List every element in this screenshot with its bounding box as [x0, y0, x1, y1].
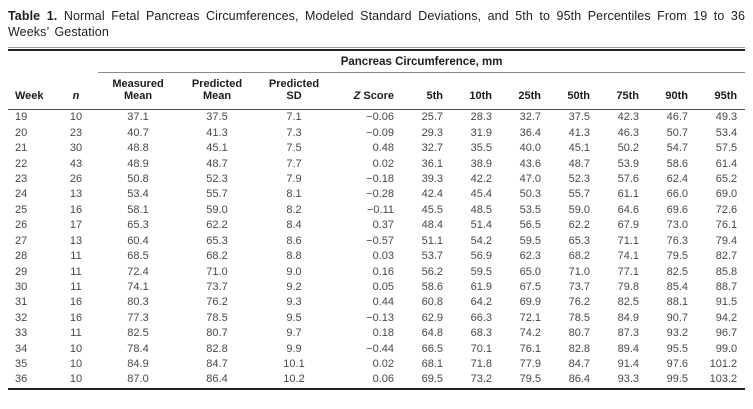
p95-cell: 72.6: [715, 203, 738, 216]
p90-cell: 93.2: [666, 327, 688, 340]
p95-cell: 96.7: [715, 327, 738, 340]
z-score-cell: −0.11: [366, 203, 394, 216]
n-cell: 30: [69, 142, 83, 155]
p5-cell: 66.5: [421, 342, 443, 355]
p75-cell: 67.9: [617, 219, 639, 232]
p95-cell: 99.0: [715, 342, 738, 355]
p10-cell: 61.9: [470, 280, 492, 293]
predicted-mean-cell: 65.3: [206, 234, 228, 247]
p5-cell: 56.2: [421, 265, 443, 278]
predicted-mean-cell: 48.7: [206, 157, 228, 170]
predicted-sd-cell: 9.7: [286, 327, 302, 340]
predicted-sd-cell: 7.5: [286, 142, 302, 155]
p75-cell: 91.4: [617, 357, 639, 370]
p50-cell: 76.2: [568, 296, 590, 309]
table-row-week-30: [8, 280, 745, 295]
p25-cell: 32.7: [519, 111, 541, 124]
predicted-sd-cell: 7.3: [286, 126, 302, 139]
n-cell: 16: [69, 203, 83, 216]
measured-mean-cell: 68.5: [127, 250, 149, 263]
predicted-mean-cell: 71.0: [206, 265, 228, 278]
n-cell: 10: [69, 111, 83, 124]
p90-cell: 76.3: [666, 234, 688, 247]
p90-cell: 54.7: [666, 142, 688, 155]
p75-cell: 57.6: [617, 173, 639, 186]
n-cell: 17: [69, 219, 83, 232]
p50-cell: 55.7: [568, 188, 590, 201]
p5-cell: 62.9: [421, 311, 443, 324]
p25-cell: 40.0: [519, 142, 541, 155]
p95-cell: 94.2: [715, 311, 738, 324]
p10-cell: 59.5: [470, 265, 492, 278]
p90-cell: 66.0: [666, 188, 688, 201]
p10-cell: 48.5: [470, 203, 492, 216]
p25-cell: 59.5: [519, 234, 541, 247]
p50-cell: 82.8: [568, 342, 590, 355]
week-cell: 28: [15, 250, 28, 263]
table-row-week-36: [8, 372, 745, 388]
measured-mean-cell: 74.1: [127, 280, 149, 293]
p95-cell: 88.7: [715, 280, 738, 293]
n-cell: 11: [70, 250, 82, 263]
predicted-sd-cell: 8.8: [286, 250, 302, 263]
predicted-sd-cell: 9.0: [286, 265, 302, 278]
predicted-mean-cell: 80.7: [206, 327, 228, 340]
column-header-predicted-mean: Predicted Mean: [178, 72, 256, 110]
predicted-sd-cell: 10.2: [283, 373, 305, 386]
z-score-cell: 0.03: [372, 250, 394, 263]
pancreas-circumference-table: [8, 51, 745, 390]
predicted-mean-cell: 84.7: [206, 357, 228, 370]
p5-cell: 45.5: [421, 203, 443, 216]
p10-cell: 70.1: [470, 342, 492, 355]
spanner-row: [8, 51, 745, 73]
p10-cell: 56.9: [470, 250, 492, 263]
p50-cell: 78.5: [568, 311, 590, 324]
p5-cell: 32.7: [421, 142, 443, 155]
p95-cell: 76.1: [715, 219, 738, 232]
predicted-sd-cell: 7.7: [286, 157, 302, 170]
p95-cell: 79.4: [715, 234, 738, 247]
p95-cell: 91.5: [715, 296, 738, 309]
p90-cell: 88.1: [666, 296, 688, 309]
table-caption-label: Table 1.: [8, 9, 58, 23]
z-score-cell: −0.13: [366, 311, 394, 324]
p50-cell: 68.2: [568, 250, 590, 263]
p5-cell: 69.5: [421, 373, 443, 386]
measured-mean-cell: 77.3: [127, 311, 149, 324]
week-cell: 31: [15, 296, 28, 309]
p10-cell: 45.4: [470, 188, 492, 201]
p50-cell: 62.2: [568, 219, 590, 232]
z-score-cell: −0.28: [366, 188, 394, 201]
z-score-cell: 0.44: [372, 296, 394, 309]
p10-cell: 31.9: [470, 126, 492, 139]
p5-cell: 64.8: [421, 327, 443, 340]
p10-cell: 71.8: [470, 357, 492, 370]
predicted-sd-cell: 10.1: [283, 357, 305, 370]
z-score-cell: −0.57: [366, 234, 394, 247]
week-cell: 20: [15, 126, 28, 139]
p90-cell: 73.0: [666, 219, 688, 232]
table-caption-text: Normal Fetal Pancreas Circumferences, Modeled Standard Deviations, and 5th to 95th Percentiles From 19 to 36 Weeks’ Gestation: [8, 9, 745, 40]
predicted-sd-cell: 7.9: [286, 173, 302, 186]
p5-cell: 25.7: [421, 111, 443, 124]
p5-cell: 58.6: [421, 280, 443, 293]
p90-cell: 97.6: [666, 357, 688, 370]
measured-mean-cell: 87.0: [127, 373, 149, 386]
p25-cell: 76.1: [519, 342, 541, 355]
predicted-mean-cell: 76.2: [206, 296, 228, 309]
predicted-sd-cell: 9.3: [286, 296, 302, 309]
predicted-mean-cell: 68.2: [206, 250, 228, 263]
table-row-week-31: [8, 295, 745, 310]
table-row-week-20: [8, 126, 745, 141]
p95-cell: 53.4: [715, 126, 738, 139]
p50-cell: 52.3: [568, 173, 590, 186]
p25-cell: 79.5: [519, 373, 541, 386]
column-header-predicted-sd: Predicted SD: [256, 72, 332, 110]
predicted-mean-cell: 52.3: [206, 173, 228, 186]
table-row-week-23: [8, 172, 745, 187]
z-score-cell: 0.18: [372, 327, 394, 340]
p90-cell: 99.5: [666, 373, 688, 386]
table-header: [8, 51, 745, 110]
predicted-mean-cell: 62.2: [206, 219, 228, 232]
p5-cell: 42.4: [421, 188, 443, 201]
p90-cell: 50.7: [666, 126, 688, 139]
p95-cell: 57.5: [715, 142, 738, 155]
z-score-cell: 0.02: [372, 357, 394, 370]
p50-cell: 84.7: [568, 357, 590, 370]
predicted-mean-cell: 45.1: [206, 142, 228, 155]
week-cell: 27: [15, 234, 28, 247]
column-header-p25: 25th: [500, 72, 549, 110]
n-cell: 43: [69, 157, 83, 170]
p75-cell: 64.6: [617, 203, 639, 216]
measured-mean-cell: 53.4: [127, 188, 149, 201]
p25-cell: 67.5: [519, 280, 541, 293]
p25-cell: 62.3: [519, 250, 541, 263]
p95-cell: 65.2: [715, 173, 738, 186]
p25-cell: 36.4: [519, 126, 541, 139]
n-cell: 11: [70, 327, 82, 340]
p25-cell: 47.0: [519, 173, 541, 186]
p25-cell: 77.9: [519, 357, 541, 370]
p75-cell: 89.4: [617, 342, 639, 355]
p10-cell: 51.4: [470, 219, 492, 232]
predicted-mean-cell: 78.5: [206, 311, 228, 324]
p10-cell: 73.2: [470, 373, 492, 386]
week-cell: 21: [15, 142, 28, 155]
predicted-mean-cell: 55.7: [206, 188, 228, 201]
measured-mean-cell: 58.1: [127, 203, 149, 216]
table-row-week-27: [8, 234, 745, 249]
measured-mean-cell: 40.7: [127, 126, 149, 139]
p5-cell: 51.1: [421, 234, 443, 247]
p90-cell: 46.7: [666, 111, 688, 124]
week-cell: 24: [15, 188, 28, 201]
p50-cell: 65.3: [568, 234, 590, 247]
p10-cell: 38.9: [470, 157, 492, 170]
p10-cell: 42.2: [470, 173, 492, 186]
p75-cell: 93.3: [617, 373, 639, 386]
column-header-z-score: Z Score: [332, 72, 402, 110]
predicted-sd-cell: 9.2: [286, 280, 302, 293]
n-cell: 10: [69, 342, 83, 355]
p10-cell: 68.3: [470, 327, 492, 340]
n-cell: 26: [69, 173, 83, 186]
p50-cell: 71.0: [568, 265, 590, 278]
week-cell: 36: [15, 373, 28, 386]
p5-cell: 39.3: [421, 173, 443, 186]
p90-cell: 82.5: [666, 265, 688, 278]
predicted-mean-cell: 59.0: [206, 203, 228, 216]
n-cell: 23: [69, 126, 83, 139]
predicted-mean-cell: 41.3: [206, 126, 228, 139]
table-row-week-33: [8, 326, 745, 341]
column-header-p50: 50th: [549, 72, 598, 110]
week-cell: 35: [15, 357, 28, 370]
n-cell: 13: [69, 234, 83, 247]
p90-cell: 58.6: [666, 157, 688, 170]
predicted-mean-cell: 73.7: [206, 280, 228, 293]
table-row-week-35: [8, 357, 745, 372]
n-cell: 16: [69, 311, 83, 324]
week-cell: 25: [15, 203, 28, 216]
table-row-week-32: [8, 311, 745, 326]
p10-cell: 54.2: [470, 234, 492, 247]
p25-cell: 72.1: [519, 311, 541, 324]
column-header-n: n: [54, 72, 98, 110]
p75-cell: 71.1: [617, 234, 639, 247]
p10-cell: 64.2: [470, 296, 492, 309]
measured-mean-cell: 82.5: [127, 327, 149, 340]
p95-cell: 82.7: [715, 250, 738, 263]
column-header-p5: 5th: [402, 72, 451, 110]
n-cell: 13: [69, 188, 83, 201]
table-row-week-34: [8, 342, 745, 357]
predicted-sd-cell: 8.2: [286, 203, 302, 216]
measured-mean-cell: 65.3: [127, 219, 149, 232]
week-cell: 23: [15, 173, 28, 186]
week-cell: 26: [15, 219, 28, 232]
n-cell: 11: [70, 280, 82, 293]
p75-cell: 61.1: [617, 188, 639, 201]
measured-mean-cell: 37.1: [127, 111, 149, 124]
table-row-week-25: [8, 203, 745, 218]
column-header-week: Week: [8, 72, 54, 110]
p25-cell: 69.9: [519, 296, 541, 309]
p25-cell: 56.5: [519, 219, 541, 232]
z-score-cell: 0.16: [372, 265, 394, 278]
z-score-cell: 0.02: [372, 157, 394, 170]
column-header-p95: 95th: [696, 72, 745, 110]
measured-mean-cell: 78.4: [127, 342, 149, 355]
p75-cell: 79.8: [617, 280, 639, 293]
predicted-sd-cell: 8.6: [286, 234, 302, 247]
p5-cell: 68.1: [421, 357, 443, 370]
predicted-mean-cell: 86.4: [206, 373, 228, 386]
week-cell: 30: [15, 280, 28, 293]
column-header-row: [8, 72, 745, 110]
p50-cell: 86.4: [568, 373, 590, 386]
p90-cell: 85.4: [666, 280, 688, 293]
column-header-measured-mean: Measured Mean: [98, 72, 178, 110]
predicted-mean-cell: 82.8: [206, 342, 228, 355]
n-cell: 11: [70, 265, 82, 278]
predicted-sd-cell: 9.9: [286, 342, 302, 355]
z-score-cell: −0.44: [366, 342, 394, 355]
predicted-sd-cell: 7.1: [286, 111, 302, 124]
p5-cell: 29.3: [421, 126, 443, 139]
week-cell: 34: [15, 342, 28, 355]
p75-cell: 82.5: [617, 296, 639, 309]
spanner-gap: [8, 51, 98, 73]
table-row-week-24: [8, 187, 745, 202]
predicted-sd-cell: 8.1: [286, 188, 302, 201]
n-cell: 10: [69, 357, 83, 370]
z-score-cell: −0.09: [366, 126, 394, 139]
p95-cell: 61.4: [715, 157, 738, 170]
week-cell: 19: [15, 111, 28, 124]
p95-cell: 101.2: [709, 357, 738, 370]
p75-cell: 53.9: [617, 157, 639, 170]
measured-mean-cell: 48.8: [127, 142, 149, 155]
column-header-p10: 10th: [451, 72, 500, 110]
table-row-week-22: [8, 157, 745, 172]
z-score-cell: −0.06: [366, 111, 394, 124]
column-header-p90: 90th: [647, 72, 696, 110]
measured-mean-cell: 80.3: [127, 296, 149, 309]
z-score-cell: 0.48: [372, 142, 394, 155]
p75-cell: 77.1: [617, 265, 639, 278]
p50-cell: 45.1: [568, 142, 590, 155]
p25-cell: 53.5: [519, 203, 541, 216]
p95-cell: 103.2: [709, 373, 738, 386]
measured-mean-cell: 50.8: [127, 173, 149, 186]
z-score-cell: 0.37: [372, 219, 394, 232]
p50-cell: 41.3: [568, 126, 590, 139]
p25-cell: 74.2: [519, 327, 541, 340]
predicted-sd-cell: 9.5: [286, 311, 302, 324]
p90-cell: 79.5: [666, 250, 688, 263]
measured-mean-cell: 60.4: [127, 234, 149, 247]
p50-cell: 73.7: [568, 280, 590, 293]
predicted-mean-cell: 37.5: [206, 111, 228, 124]
table-row-week-28: [8, 249, 745, 264]
p10-cell: 66.3: [470, 311, 492, 324]
predicted-sd-cell: 8.4: [286, 219, 302, 232]
p95-cell: 69.0: [715, 188, 738, 201]
week-cell: 29: [15, 265, 28, 278]
spanner-heading: Pancreas Circumference, mm: [98, 51, 745, 73]
table-row-week-26: [8, 218, 745, 233]
table-row-week-29: [8, 265, 745, 280]
p5-cell: 48.4: [421, 219, 443, 232]
p75-cell: 84.9: [617, 311, 639, 324]
p75-cell: 46.3: [617, 126, 639, 139]
measured-mean-cell: 72.4: [127, 265, 149, 278]
p95-cell: 85.8: [715, 265, 738, 278]
table-caption: [8, 8, 745, 41]
p10-cell: 35.5: [470, 142, 492, 155]
z-score-cell: −0.18: [366, 173, 394, 186]
p95-cell: 49.3: [715, 111, 738, 124]
p5-cell: 53.7: [421, 250, 443, 263]
z-score-cell: 0.06: [372, 373, 394, 386]
p50-cell: 48.7: [568, 157, 590, 170]
p75-cell: 74.1: [617, 250, 639, 263]
p75-cell: 87.3: [617, 327, 639, 340]
p25-cell: 43.6: [519, 157, 541, 170]
measured-mean-cell: 48.9: [127, 157, 149, 170]
p50-cell: 59.0: [568, 203, 590, 216]
table-row-week-21: [8, 141, 745, 156]
table-body: [8, 110, 745, 389]
column-header-p75: 75th: [598, 72, 647, 110]
p50-cell: 37.5: [568, 111, 590, 124]
table-row-week-19: [8, 110, 745, 126]
p90-cell: 95.5: [666, 342, 688, 355]
p75-cell: 42.3: [617, 111, 639, 124]
n-cell: 10: [69, 373, 83, 386]
n-cell: 16: [69, 296, 83, 309]
p5-cell: 60.8: [421, 296, 443, 309]
p5-cell: 36.1: [421, 157, 443, 170]
z-score-cell: 0.05: [372, 280, 394, 293]
week-cell: 33: [15, 327, 28, 340]
week-cell: 22: [15, 157, 28, 170]
p75-cell: 50.2: [617, 142, 639, 155]
p25-cell: 65.0: [519, 265, 541, 278]
p10-cell: 28.3: [470, 111, 492, 124]
p90-cell: 90.7: [666, 311, 688, 324]
p90-cell: 69.6: [666, 203, 688, 216]
p25-cell: 50.3: [519, 188, 541, 201]
p50-cell: 80.7: [568, 327, 590, 340]
measured-mean-cell: 84.9: [127, 357, 149, 370]
week-cell: 32: [15, 311, 28, 324]
p90-cell: 62.4: [666, 173, 688, 186]
